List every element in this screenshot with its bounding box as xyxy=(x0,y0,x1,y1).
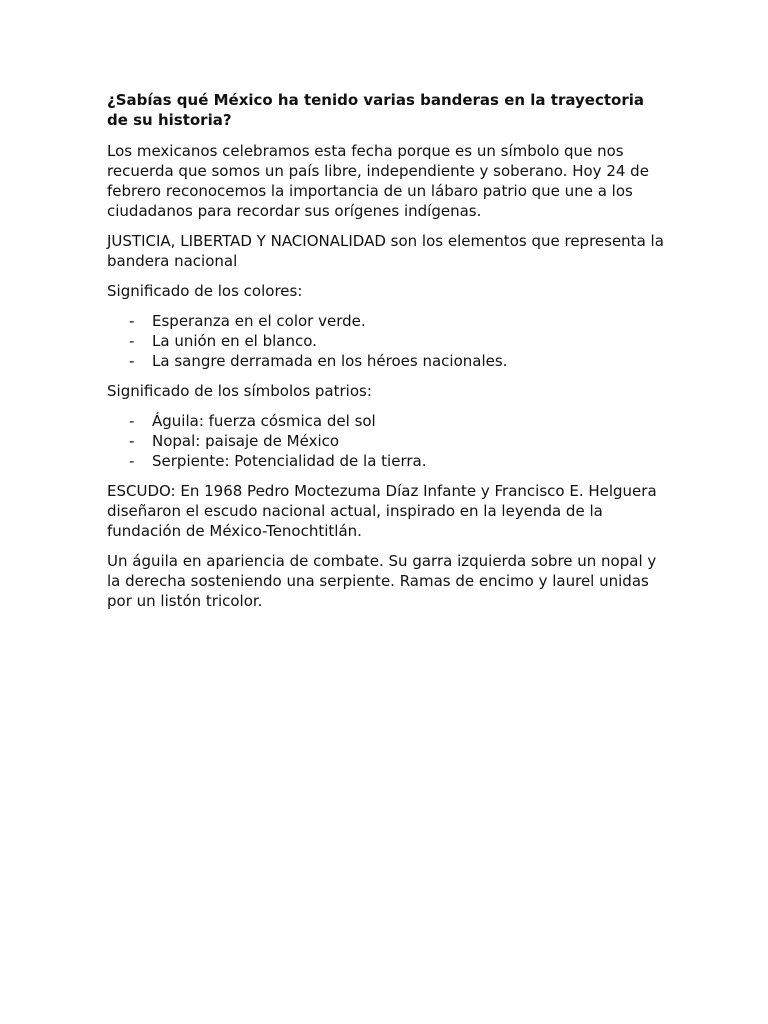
list-item xyxy=(107,451,667,471)
colors-title: Significado de los colores: xyxy=(107,282,303,300)
color-meaning-white: La unión en el blanco. xyxy=(152,332,317,350)
bullet-dash: - xyxy=(129,332,135,350)
bullet-dash: - xyxy=(129,432,135,450)
symbol-meaning-nopal: Nopal: paisaje de México xyxy=(152,432,340,450)
symbols-title: Significado de los símbolos patrios: xyxy=(107,382,372,400)
aguila-paragraph: Un águila en apariencia de combate. Su garra izquierda sobre un nopal y la derecha sosteniendo una serpiente. Ramas de encimo y laurel unidas por un listón tricolor. xyxy=(107,552,657,610)
color-meaning-red: La sangre derramada en los héroes nacionales. xyxy=(152,352,508,370)
document-heading: ¿Sabías qué México ha tenido varias banderas en la trayectoria de su historia? xyxy=(107,91,644,129)
list-item xyxy=(107,411,667,431)
list-item xyxy=(107,331,667,351)
colors-list xyxy=(107,311,667,371)
bullet-dash: - xyxy=(129,312,135,330)
intro-paragraph: Los mexicanos celebramos esta fecha porque es un símbolo que nos recuerda que somos un país libre, independiente y soberano. Hoy 24 de febrero reconocemos la importancia de un lábaro patrio que une a los ciudadanos para recordar sus orígenes indígenas. xyxy=(107,142,649,220)
bullet-dash: - xyxy=(129,452,135,470)
symbol-meaning-serpent: Serpiente: Potencialidad de la tierra. xyxy=(152,452,427,470)
list-item xyxy=(107,431,667,451)
symbols-list xyxy=(107,411,667,471)
list-item xyxy=(107,351,667,371)
elements-paragraph: JUSTICIA, LIBERTAD Y NACIONALIDAD son los elementos que representa la bandera nacional xyxy=(107,232,664,270)
document-page xyxy=(107,90,667,621)
list-item xyxy=(107,311,667,331)
bullet-dash: - xyxy=(129,352,135,370)
escudo-paragraph: ESCUDO: En 1968 Pedro Moctezuma Díaz Infante y Francisco E. Helguera diseñaron el escudo nacional actual, inspirado en la leyenda de la fundación de México-Tenochtitlán. xyxy=(107,482,657,540)
color-meaning-green: Esperanza en el color verde. xyxy=(152,312,366,330)
symbol-meaning-eagle: Águila: fuerza cósmica del sol xyxy=(152,412,376,430)
bullet-dash: - xyxy=(129,412,135,430)
